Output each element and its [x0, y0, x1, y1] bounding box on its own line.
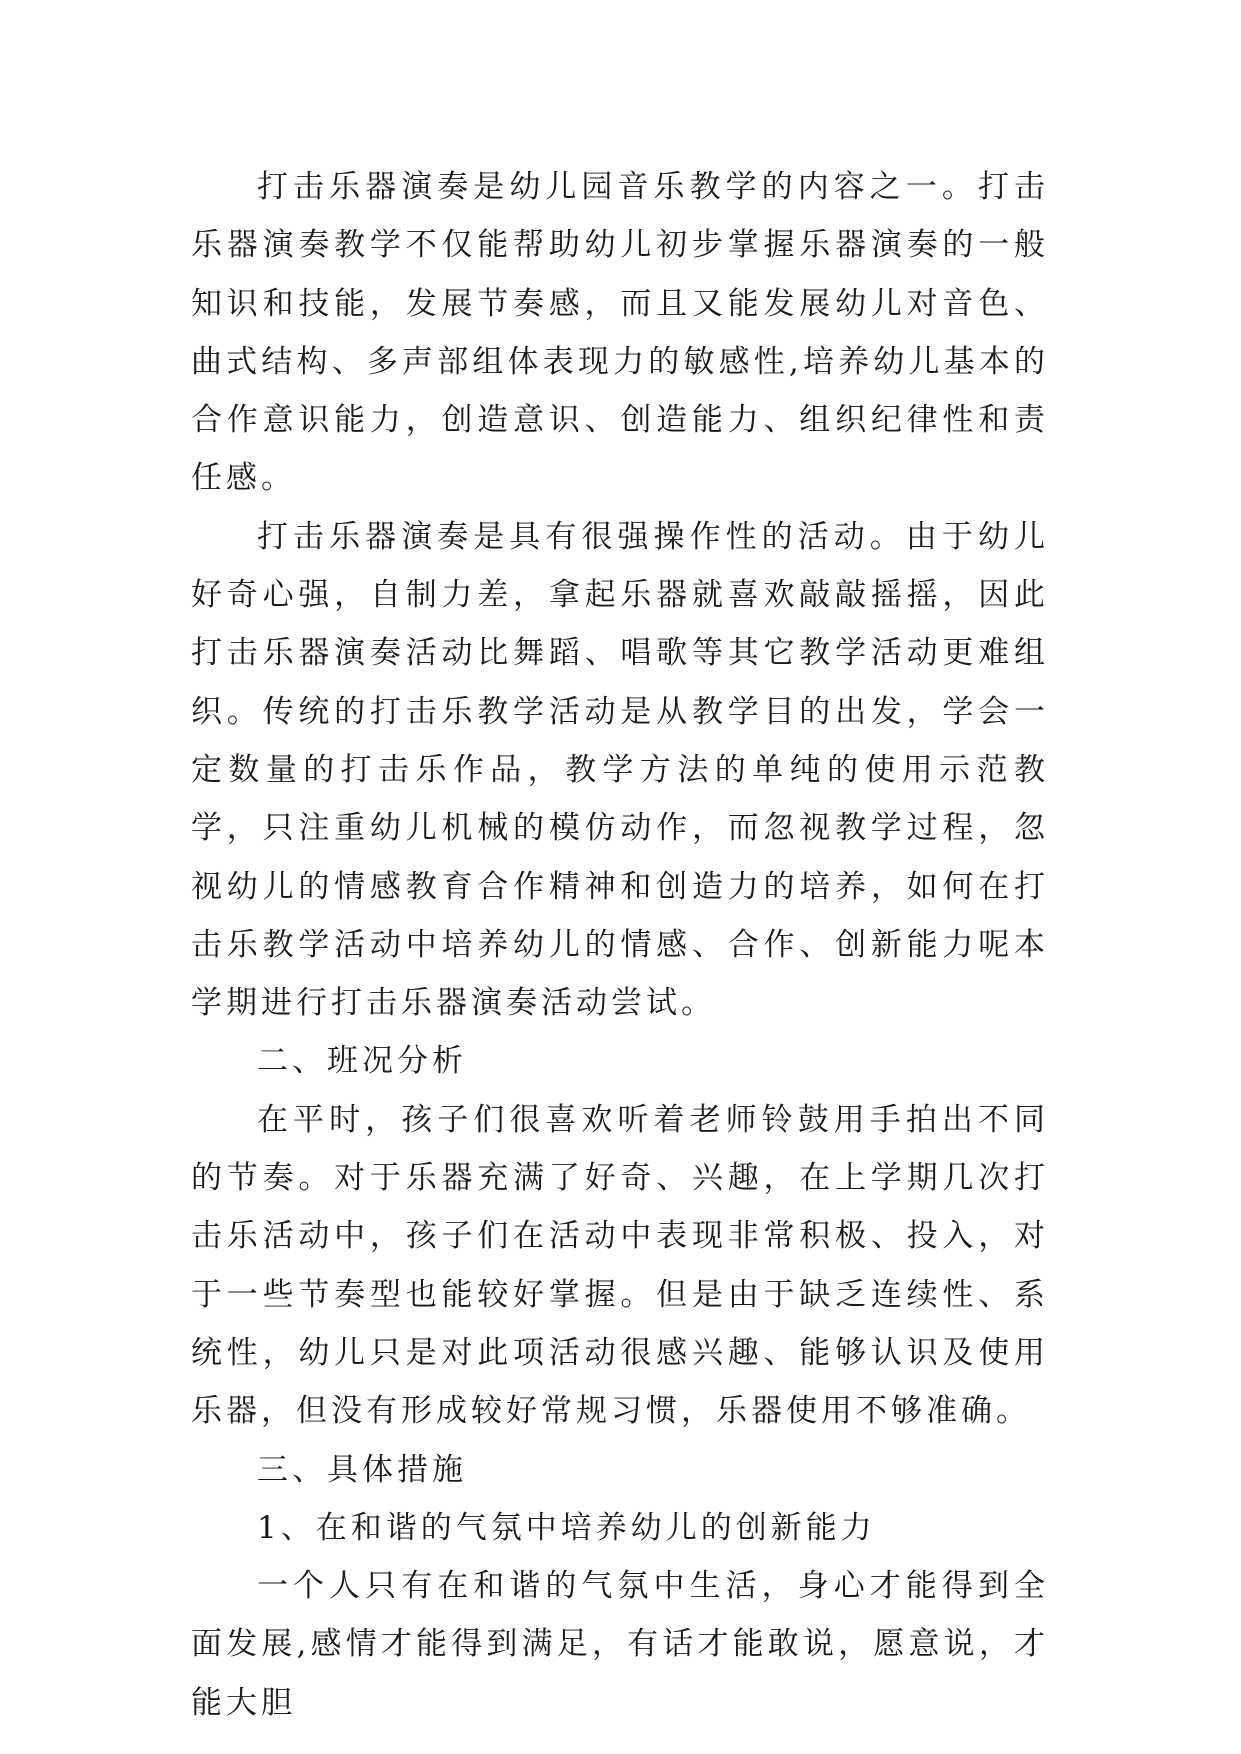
paragraph-activity: 打击乐器演奏是具有很强操作性的活动。由于幼儿好奇心强，自制力差，拿起乐器就喜欢敲敲摇摇，因此打击乐器演奏活动比舞蹈、唱歌等其它教学活动更难组织。传统的打击乐教学活动是从教学目的出发，学会一定数量的打击乐作品，教学方法的单纯的使用示范教学，只注重幼儿机械的模仿动作，而忽视教学过程，忽视幼儿的情感教育合作精神和创造力的培养，如何在打击乐教学活动中培养幼儿的情感、合作、创新能力呢本学期进行打击乐器演奏活动尝试。	[191, 518, 1049, 1022]
paragraph-class-analysis: 在平时，孩子们很喜欢听着老师铃鼓用手拍出不同的节奏。对于乐器充满了好奇、兴趣，在上学期几次打击乐活动中，孩子们在活动中表现非常积极、投入，对于一些节奏型也能较好掌握。但是由于缺乏连续性、系统性，幼儿只是对此项活动很感兴趣、能够认识及使用乐器，但没有形成较好常规习惯，乐器使用不够准确。	[191, 1101, 1049, 1430]
section-heading-measures: 三、具体措施	[257, 1451, 467, 1488]
paragraph-intro: 打击乐器演奏是幼儿园音乐教学的内容之一。打击乐器演奏教学不仅能帮助幼儿初步掌握乐器演奏的一般知识和技能，发展节奏感，而且又能发展幼儿对音色、曲式结构、多声部组体表现力的敏感性,培养幼儿基本的合作意识能力，创造意识、创造能力、组织纪律性和责任感。	[191, 169, 1049, 497]
document-body	[191, 158, 1049, 1732]
subheading-creativity: 1、在和谐的气氛中培养幼儿的创新能力	[257, 1509, 876, 1546]
paragraph-harmony: 一个人只有在和谐的气氛中生活，身心才能得到全面发展,感情才能得到满足，有话才能敢说，愿意说，才能大胆	[191, 1568, 1049, 1721]
section-heading-class-analysis: 二、班况分析	[257, 1043, 467, 1080]
